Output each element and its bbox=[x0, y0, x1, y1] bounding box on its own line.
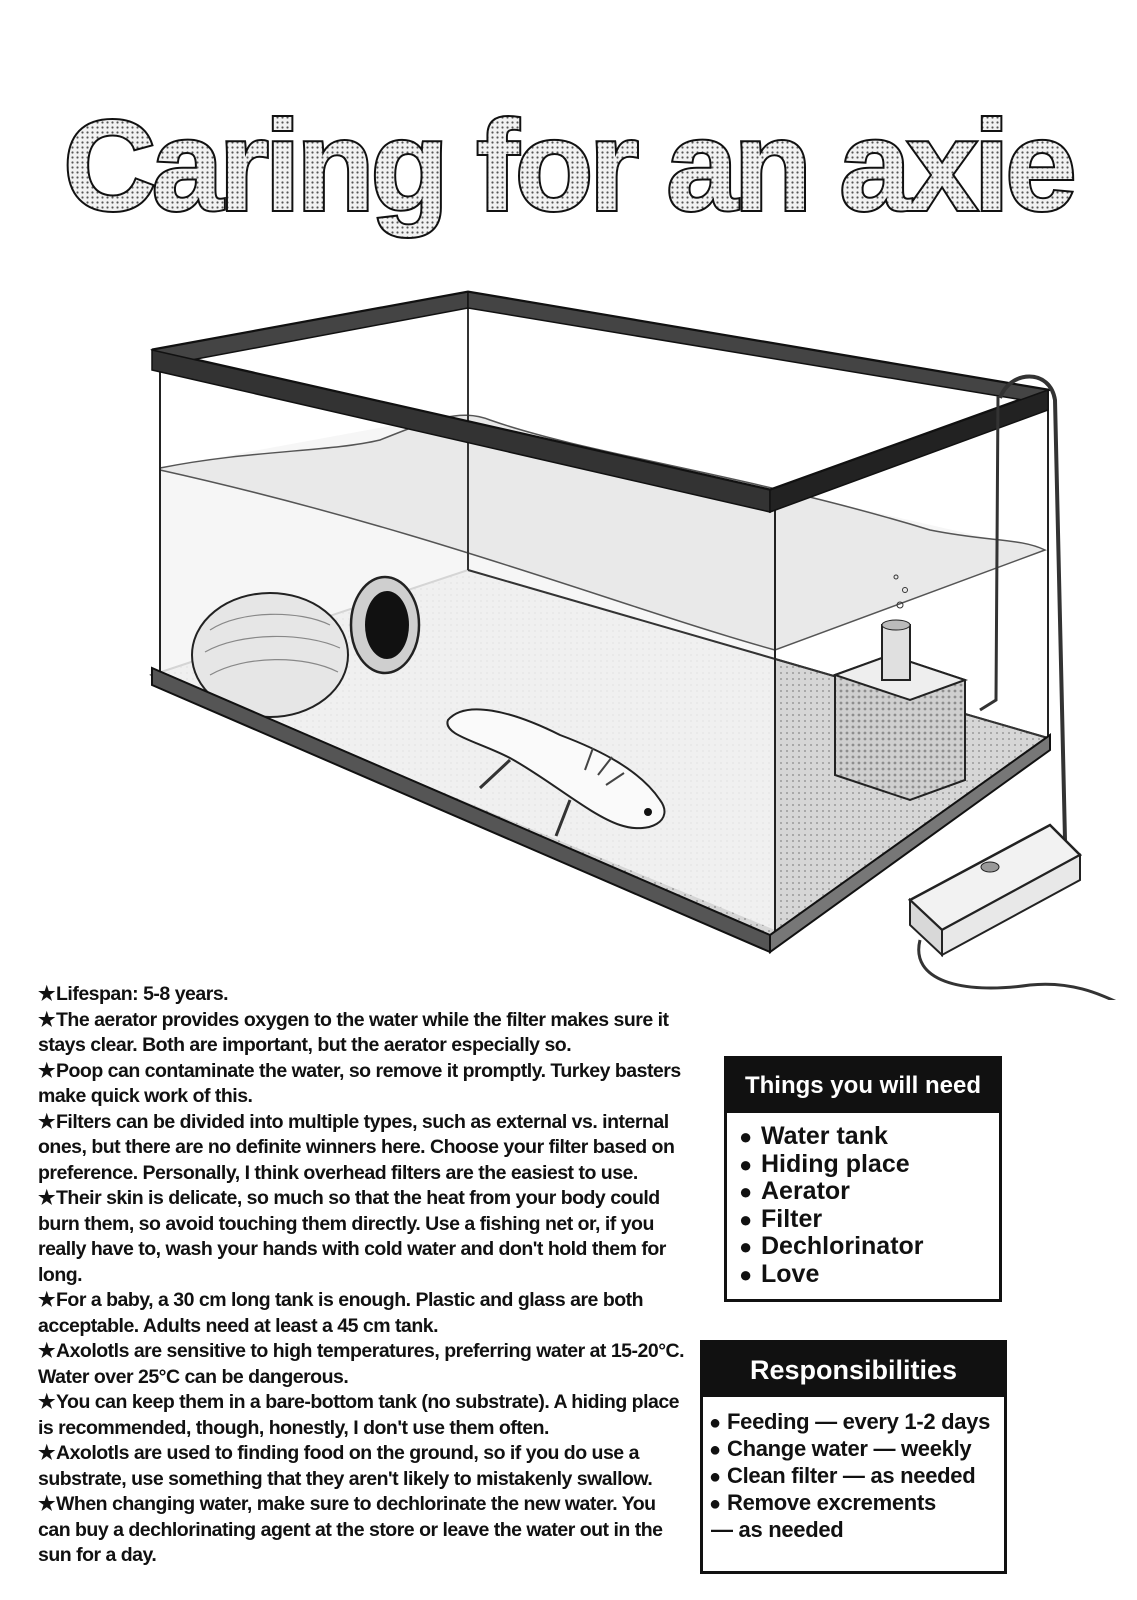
tip-item bbox=[38, 982, 688, 1008]
tips-list bbox=[38, 982, 688, 1569]
list-item bbox=[739, 1178, 999, 1206]
title-banner bbox=[0, 60, 1137, 270]
bullet-icon: ● bbox=[739, 1261, 753, 1287]
page-title: Caring for an axie bbox=[63, 95, 1073, 238]
tip-item bbox=[38, 1339, 688, 1390]
need-label: Filter bbox=[761, 1204, 823, 1233]
list-item bbox=[709, 1463, 1004, 1490]
star-icon: ★ bbox=[38, 1059, 55, 1082]
need-label: Aerator bbox=[761, 1177, 850, 1205]
tip-text: The aerator provides oxygen to the water while the filter makes sure it stays clear. Both are important, but the aerator especially so. bbox=[38, 1008, 669, 1056]
tip-item bbox=[38, 1492, 688, 1569]
bullet-icon: ● bbox=[739, 1234, 753, 1259]
bullet-icon: ● bbox=[709, 1412, 721, 1434]
list-item bbox=[739, 1123, 999, 1151]
bullet-icon: ● bbox=[739, 1179, 753, 1204]
list-item bbox=[709, 1490, 1004, 1543]
dash: — bbox=[711, 1517, 733, 1542]
star-icon: ★ bbox=[38, 1289, 55, 1311]
tip-item bbox=[38, 1186, 688, 1288]
star-icon: ★ bbox=[38, 1391, 55, 1413]
responsibilities-list bbox=[709, 1409, 1004, 1543]
tip-item bbox=[38, 1059, 688, 1110]
aquarium-illustration bbox=[130, 280, 1137, 1000]
responsibilities-heading: Responsibilities bbox=[703, 1343, 1004, 1397]
tip-item bbox=[38, 1110, 688, 1187]
need-label: Hiding place bbox=[761, 1149, 910, 1178]
tip-text: Poop can contaminate the water, so remove it promptly. Turkey basters make quick work of this. bbox=[38, 1059, 681, 1107]
needs-heading: Things you will need bbox=[727, 1059, 999, 1113]
list-item bbox=[739, 1261, 999, 1289]
dash: — bbox=[873, 1436, 896, 1461]
bullet-icon: ● bbox=[709, 1493, 721, 1515]
bullet-icon: ● bbox=[739, 1151, 753, 1177]
star-icon: ★ bbox=[38, 983, 55, 1005]
need-label: Water tank bbox=[761, 1122, 888, 1150]
task-frequency: as needed bbox=[870, 1463, 976, 1488]
bullet-icon: ● bbox=[709, 1439, 721, 1461]
star-icon: ★ bbox=[38, 1493, 55, 1515]
tip-text: Filters can be divided into multiple types, such as external vs. internal ones, but there are no definite winners here. Choose your filter based on preference. Personally, I think overhead filters are the easiest to use. bbox=[38, 1110, 675, 1184]
needs-box bbox=[724, 1056, 1002, 1302]
list-item bbox=[739, 1206, 999, 1234]
task-label: Remove excrements bbox=[727, 1490, 936, 1515]
list-item bbox=[739, 1233, 999, 1261]
list-item bbox=[709, 1409, 1004, 1436]
star-icon: ★ bbox=[38, 1340, 55, 1362]
task-label: Change water bbox=[727, 1436, 868, 1461]
tip-text: Axolotls are used to finding food on the ground, so if you do use a substrate, use something that they aren't likely to mistakenly swallow. bbox=[38, 1442, 653, 1490]
tip-item bbox=[38, 1441, 688, 1492]
tip-text: Lifespan: 5-8 years. bbox=[56, 983, 229, 1005]
responsibilities-box bbox=[700, 1340, 1007, 1574]
tip-text: Their skin is delicate, so much so that the heat from your body could burn them, so avoid touching them directly. Use a fishing net or, if you really have to, wash your hands with cold water and don't hold them for long. bbox=[38, 1187, 666, 1286]
star-icon: ★ bbox=[38, 1442, 55, 1464]
task-frequency: as needed bbox=[738, 1517, 844, 1542]
tip-text: Axolotls are sensitive to high temperatures, preferring water at 15-20°C. Water over 25°C can be dangerous. bbox=[38, 1340, 685, 1388]
needs-list bbox=[739, 1123, 999, 1288]
task-label: Clean filter bbox=[727, 1463, 838, 1488]
star-icon: ★ bbox=[38, 1110, 55, 1133]
aerator-pump bbox=[910, 825, 1135, 1000]
tip-text: For a baby, a 30 cm long tank is enough. Plastic and glass are both acceptable. Adults need at least a 45 cm tank. bbox=[38, 1289, 644, 1337]
need-label: Love bbox=[761, 1259, 820, 1288]
task-label: Feeding bbox=[727, 1409, 810, 1434]
title-art bbox=[0, 60, 1137, 270]
dash: — bbox=[815, 1409, 837, 1434]
tip-item bbox=[38, 1390, 688, 1441]
tip-text: You can keep them in a bare-bottom tank (no substrate). A hiding place is recommended, though, honestly, I don't use them often. bbox=[38, 1391, 680, 1439]
need-label: Dechlorinator bbox=[761, 1232, 924, 1260]
star-icon: ★ bbox=[38, 1008, 55, 1031]
bullet-icon: ● bbox=[739, 1124, 753, 1149]
dash: — bbox=[842, 1463, 865, 1488]
task-frequency: weekly bbox=[901, 1436, 972, 1461]
task-frequency: every 1-2 days bbox=[842, 1409, 991, 1434]
tip-item bbox=[38, 1288, 688, 1339]
tip-item bbox=[38, 1008, 688, 1059]
list-item bbox=[709, 1436, 1004, 1463]
star-icon: ★ bbox=[38, 1187, 55, 1209]
list-item bbox=[739, 1151, 999, 1179]
bullet-icon: ● bbox=[739, 1206, 753, 1232]
bullet-icon: ● bbox=[709, 1466, 721, 1488]
tip-text: When changing water, make sure to dechlorinate the new water. You can buy a dechlorinating agent at the store or leave the water out in the sun for a day. bbox=[38, 1493, 663, 1566]
